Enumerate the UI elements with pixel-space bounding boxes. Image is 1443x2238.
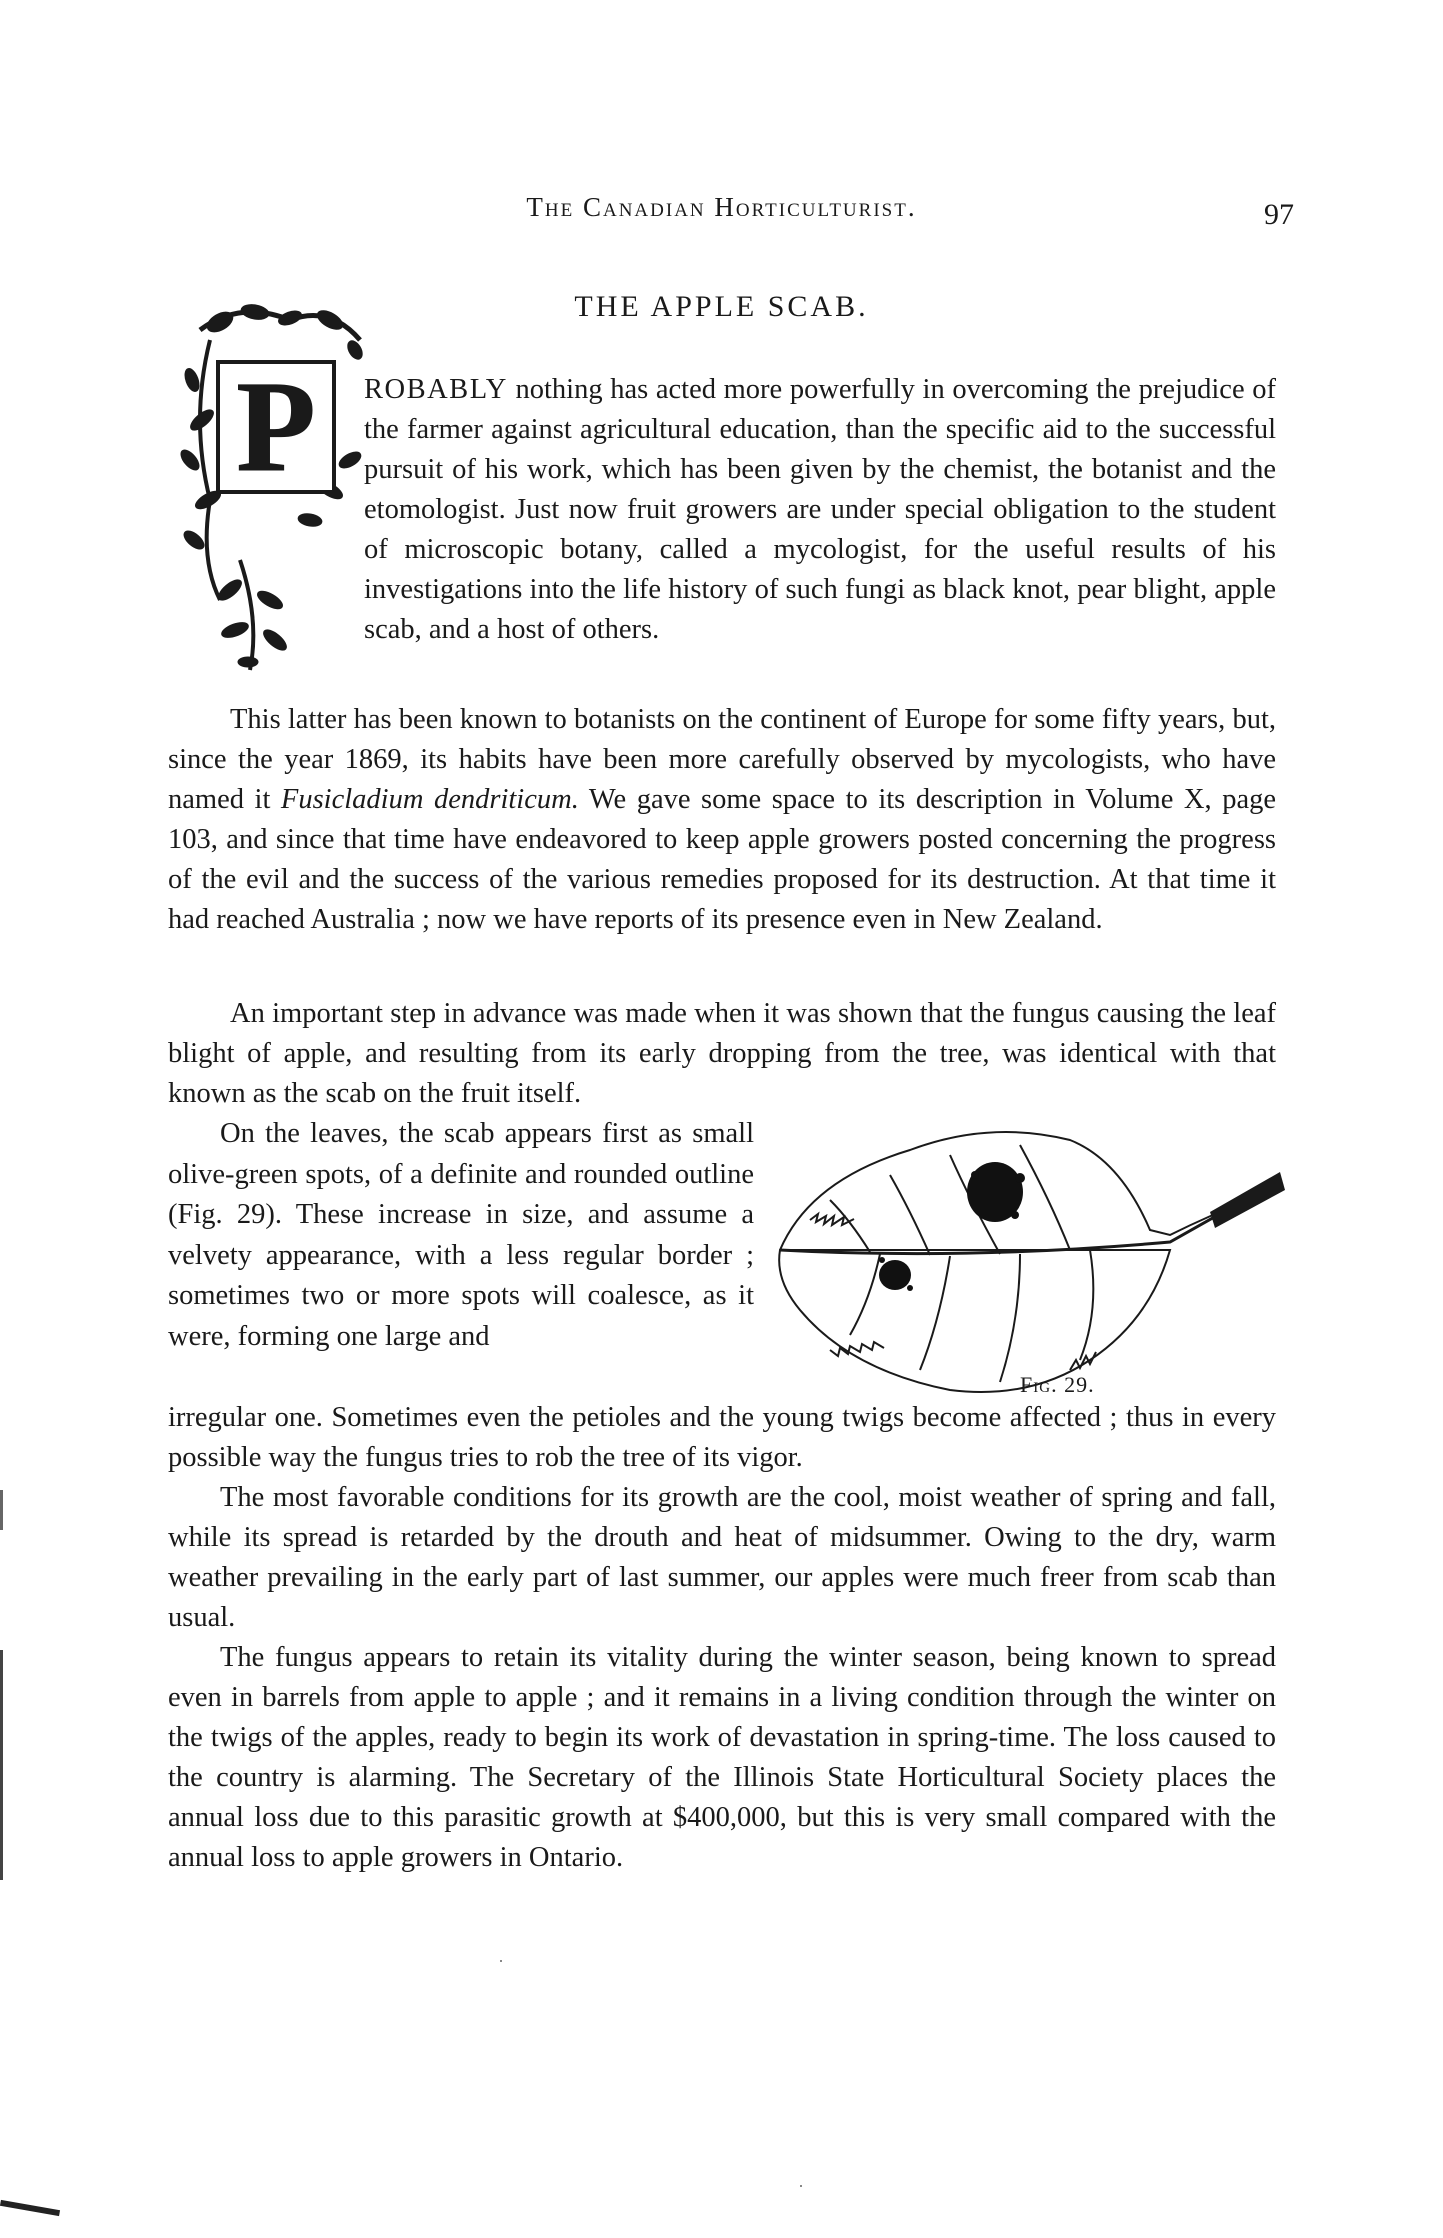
scan-speck bbox=[800, 2185, 802, 2187]
scan-corner-mark bbox=[0, 2200, 60, 2216]
paragraph-vitality: The fungus appears to retain its vitality during the winter season, being known to spread even in barrels from apple to apple ; and it remains in a living condition through the winter on the twigs of the apples, ready to begin its work of devastation in spring-time. The loss caused to the country is alarming. The Secretary of the Illinois State Horticultural Society places the annual loss due to this parasitic growth at $400,000, but this is very small compared with the annual loss to apple growers in Ontario. bbox=[168, 1642, 1276, 1873]
paragraph-leaf-blight: An important step in advance was made when it was shown that the fungus causing the leaf blight of apple, and resulting from its early dropping from the tree, was identical with that known as the scab on the fruit itself. bbox=[168, 998, 1276, 1109]
paragraph-intro bbox=[364, 370, 1276, 650]
paragraph-leaf-spots: On the leaves, the scab appears first as small olive-green spots, of a definite and rounded outline (Fig. 29). These increase in size, and assume a velvety appearance, with a less regular border ; sometimes two or more spots will coalesce, as it were, forming one large and bbox=[168, 1118, 754, 1352]
page-number: 97 bbox=[1264, 198, 1294, 231]
ornamental-dropcap-icon bbox=[180, 300, 380, 680]
paragraph-leaf-spots-continued: irregular one. Sometimes even the petioles and the young twigs become affected ; thus in every possible way the fungus tries to rob the tree of its vigor. bbox=[168, 1402, 1276, 1473]
article-title: THE APPLE SCAB. bbox=[574, 290, 869, 323]
scan-margin-mark bbox=[0, 1650, 3, 1880]
intro-lead-word: ROBABLY bbox=[364, 374, 508, 405]
scan-speck bbox=[500, 1960, 502, 1962]
paragraph-history bbox=[168, 700, 1276, 940]
figure-caption: Fig. 29. bbox=[1020, 1372, 1095, 1397]
scan-margin-mark-small bbox=[0, 1490, 3, 1530]
running-head: The Canadian Horticulturist. bbox=[526, 192, 917, 222]
species-name: Fusicladium dendriticum. bbox=[280, 784, 579, 815]
svg-text:P: P bbox=[236, 355, 316, 499]
history-text-b: We gave some space to its description in Volume X, page 103, and since that time have endeavored to keep apple growers posted concerning the progress of the evil and the success of the various remedies proposed for its destruction. At that time it had reached Australia ; now we have reports of its presence even in New Zealand. bbox=[168, 784, 1276, 935]
intro-text: nothing has acted more powerfully in overcoming the prejudice of the farmer against agricultural education, than the specific aid to the successful pursuit of his work, which has been given by the chemist, the botanist and the etomologist. Just now fruit growers are under special obligation to the student of microscopic botany, called a mycologist, for the useful results of his investigations into the life history of such fungi as black knot, pear blight, apple scab, and a host of others. bbox=[364, 374, 1276, 645]
paragraph-conditions: The most favorable conditions for its growth are the cool, moist weather of spring and fall, while its spread is retarded by the drouth and heat of midsummer. Owing to the dry, warm weather prevailing in the early part of last summer, our apples were much freer from scab than usual. bbox=[168, 1482, 1276, 1633]
history-text-a: This latter has been known to botanists on the continent of Europe for some fifty years, but, since the year 1869, its habits have been more carefully observed by mycologists, who have named it bbox=[168, 704, 1276, 815]
